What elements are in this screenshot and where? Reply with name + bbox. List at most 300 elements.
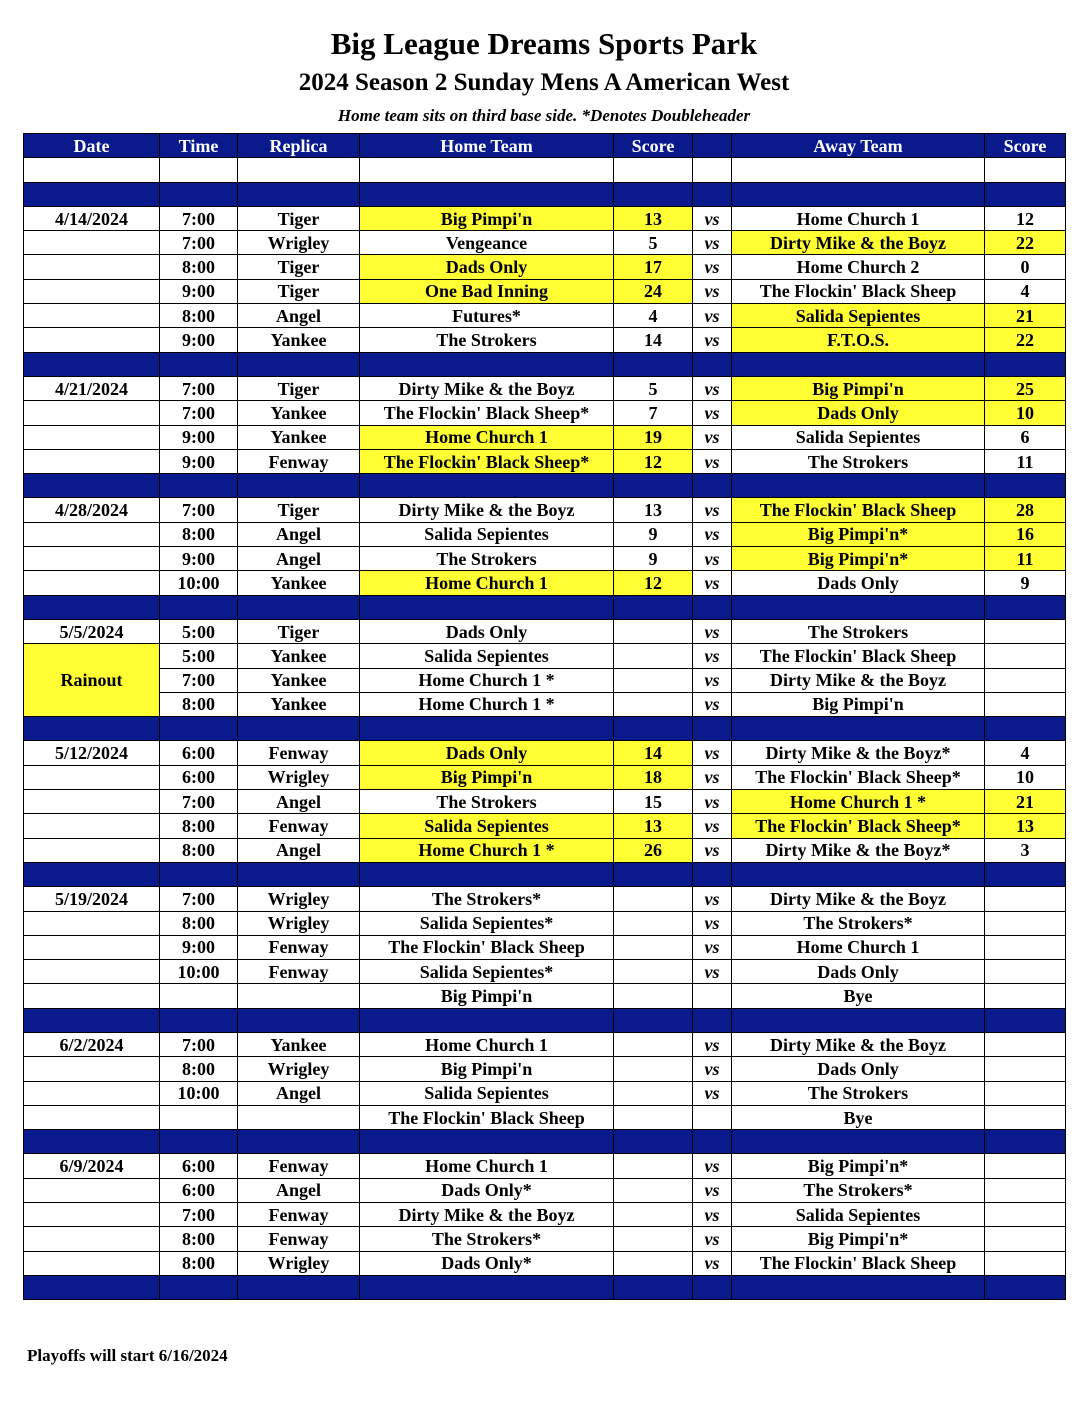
home-team-cell: The Flockin' Black Sheep	[360, 935, 614, 959]
game-result-row	[24, 814, 1066, 838]
time-cell: 7:00	[160, 206, 238, 230]
home-score-cell: 5	[614, 376, 693, 400]
empty-cell	[238, 158, 360, 182]
empty-cell	[732, 158, 985, 182]
schedule-table	[23, 133, 1066, 1300]
separator-cell	[693, 862, 732, 886]
home-team-cell: Home Church 1	[360, 1032, 614, 1056]
home-score-cell	[614, 1032, 693, 1056]
game-result-row	[24, 741, 1066, 765]
home-score-cell: 12	[614, 449, 693, 473]
away-score-cell	[985, 692, 1066, 716]
date-cell	[24, 1203, 160, 1227]
separator-cell	[360, 352, 614, 376]
away-team-cell: Home Church 2	[732, 255, 985, 279]
replica-cell: Wrigley	[238, 911, 360, 935]
home-team-cell: The Flockin' Black Sheep*	[360, 401, 614, 425]
time-cell: 8:00	[160, 522, 238, 546]
week-separator-row	[24, 717, 1066, 741]
date-cell	[24, 1081, 160, 1105]
separator-cell	[693, 182, 732, 206]
separator-cell	[24, 717, 160, 741]
separator-cell	[985, 182, 1066, 206]
separator-cell	[614, 474, 693, 498]
date-cell	[24, 935, 160, 959]
home-team-cell: Salida Sepientes	[360, 522, 614, 546]
time-cell: 8:00	[160, 1057, 238, 1081]
separator-cell	[985, 1008, 1066, 1032]
separator-cell	[24, 352, 160, 376]
time-cell: 7:00	[160, 401, 238, 425]
time-cell: 8:00	[160, 304, 238, 328]
vs-cell: vs	[693, 668, 732, 692]
away-team-cell: Dads Only	[732, 571, 985, 595]
home-team-cell: Home Church 1 *	[360, 668, 614, 692]
away-team-cell: Salida Sepientes	[732, 304, 985, 328]
date-cell	[24, 765, 160, 789]
time-cell: 8:00	[160, 814, 238, 838]
separator-cell	[24, 595, 160, 619]
away-team-cell: Dads Only	[732, 1057, 985, 1081]
separator-cell	[238, 862, 360, 886]
home-score-cell: 5	[614, 231, 693, 255]
home-score-cell	[614, 619, 693, 643]
replica-cell: Wrigley	[238, 887, 360, 911]
home-score-cell	[614, 1154, 693, 1178]
separator-cell	[160, 595, 238, 619]
away-score-cell	[985, 887, 1066, 911]
replica-cell	[238, 1105, 360, 1129]
separator-cell	[360, 1008, 614, 1032]
separator-cell	[160, 1130, 238, 1154]
footer-note: Playoffs will start 6/16/2024	[27, 1346, 228, 1365]
away-score-cell: 25	[985, 376, 1066, 400]
time-cell: 6:00	[160, 765, 238, 789]
week-separator-row	[24, 862, 1066, 886]
vs-cell: vs	[693, 911, 732, 935]
time-cell: 9:00	[160, 449, 238, 473]
separator-cell	[732, 182, 985, 206]
date-cell	[24, 838, 160, 862]
vs-cell: vs	[693, 1203, 732, 1227]
vs-cell: vs	[693, 1251, 732, 1275]
home-score-cell	[614, 1203, 693, 1227]
home-team-cell: Big Pimpi'n	[360, 984, 614, 1008]
time-cell: 8:00	[160, 1251, 238, 1275]
home-team-cell: The Flockin' Black Sheep*	[360, 449, 614, 473]
date-cell: 6/9/2024	[24, 1154, 160, 1178]
home-team-cell: The Strokers	[360, 790, 614, 814]
scheduled-game-row	[24, 887, 1066, 911]
replica-cell: Angel	[238, 522, 360, 546]
separator-cell	[985, 862, 1066, 886]
date-cell: 4/28/2024	[24, 498, 160, 522]
separator-cell	[24, 1008, 160, 1032]
vs-cell: vs	[693, 960, 732, 984]
away-team-cell: Salida Sepientes	[732, 425, 985, 449]
week-separator-row	[24, 1275, 1066, 1299]
away-team-cell: The Strokers	[732, 1081, 985, 1105]
replica-cell: Fenway	[238, 449, 360, 473]
time-cell: 10:00	[160, 960, 238, 984]
away-team-cell: Dirty Mike & the Boyz	[732, 887, 985, 911]
separator-cell	[24, 474, 160, 498]
vs-cell: vs	[693, 887, 732, 911]
separator-cell	[614, 1275, 693, 1299]
date-cell	[24, 1105, 160, 1129]
home-team-cell: Salida Sepientes*	[360, 911, 614, 935]
home-team-cell: One Bad Inning	[360, 279, 614, 303]
replica-cell: Tiger	[238, 279, 360, 303]
vs-cell: vs	[693, 814, 732, 838]
home-score-cell: 13	[614, 814, 693, 838]
replica-cell: Tiger	[238, 376, 360, 400]
time-cell: 9:00	[160, 425, 238, 449]
replica-cell: Tiger	[238, 498, 360, 522]
away-score-cell	[985, 984, 1066, 1008]
replica-cell: Tiger	[238, 619, 360, 643]
replica-cell	[238, 984, 360, 1008]
vs-cell: vs	[693, 255, 732, 279]
separator-cell	[160, 182, 238, 206]
away-score-cell: 4	[985, 741, 1066, 765]
time-cell: 7:00	[160, 887, 238, 911]
game-result-row	[24, 304, 1066, 328]
away-team-cell: Dads Only	[732, 960, 985, 984]
away-score-cell: 28	[985, 498, 1066, 522]
scheduled-game-row	[24, 1154, 1066, 1178]
separator-cell	[732, 1008, 985, 1032]
away-team-cell: Home Church 1	[732, 935, 985, 959]
home-team-cell: Home Church 1 *	[360, 838, 614, 862]
home-team-cell: Salida Sepientes*	[360, 960, 614, 984]
time-cell: 7:00	[160, 231, 238, 255]
home-score-cell: 12	[614, 571, 693, 595]
home-score-cell	[614, 1057, 693, 1081]
time-cell: 7:00	[160, 1203, 238, 1227]
away-team-cell: F.T.O.S.	[732, 328, 985, 352]
col-header-home-team: Home Team	[360, 134, 614, 158]
away-score-cell: 21	[985, 304, 1066, 328]
game-result-row	[24, 376, 1066, 400]
replica-cell: Fenway	[238, 960, 360, 984]
separator-cell	[614, 1008, 693, 1032]
empty-cell	[985, 158, 1066, 182]
home-score-cell	[614, 644, 693, 668]
separator-cell	[614, 717, 693, 741]
date-cell	[24, 1178, 160, 1202]
time-cell: 9:00	[160, 547, 238, 571]
replica-cell: Angel	[238, 547, 360, 571]
home-team-cell: Dads Only	[360, 255, 614, 279]
col-header-time: Time	[160, 134, 238, 158]
week-separator-row	[24, 474, 1066, 498]
date-cell	[24, 401, 160, 425]
home-team-cell: Salida Sepientes	[360, 814, 614, 838]
date-cell	[24, 911, 160, 935]
col-header-away-score: Score	[985, 134, 1066, 158]
vs-cell: vs	[693, 449, 732, 473]
home-score-cell: 4	[614, 304, 693, 328]
scheduled-game-row	[24, 960, 1066, 984]
separator-cell	[985, 717, 1066, 741]
home-score-cell	[614, 1105, 693, 1129]
separator-cell	[160, 1275, 238, 1299]
away-score-cell	[985, 1032, 1066, 1056]
game-result-row	[24, 425, 1066, 449]
away-team-cell: Big Pimpi'n*	[732, 1227, 985, 1251]
away-team-cell: The Flockin' Black Sheep	[732, 644, 985, 668]
week-separator-row	[24, 595, 1066, 619]
away-score-cell: 13	[985, 814, 1066, 838]
scheduled-game-row	[24, 1251, 1066, 1275]
game-result-row	[24, 498, 1066, 522]
vs-cell: vs	[693, 522, 732, 546]
date-cell	[24, 279, 160, 303]
replica-cell: Yankee	[238, 644, 360, 668]
vs-cell: vs	[693, 1154, 732, 1178]
separator-cell	[614, 1130, 693, 1154]
time-cell: 8:00	[160, 838, 238, 862]
time-cell: 5:00	[160, 644, 238, 668]
home-team-cell: Dirty Mike & the Boyz	[360, 1203, 614, 1227]
game-result-row	[24, 838, 1066, 862]
date-cell: 4/21/2024	[24, 376, 160, 400]
replica-cell: Angel	[238, 838, 360, 862]
home-score-cell: 9	[614, 547, 693, 571]
separator-cell	[360, 595, 614, 619]
vs-cell	[693, 984, 732, 1008]
vs-cell: vs	[693, 498, 732, 522]
time-cell: 10:00	[160, 571, 238, 595]
game-result-row	[24, 231, 1066, 255]
scheduled-game-row	[24, 692, 1066, 716]
empty-cell	[24, 158, 160, 182]
date-cell	[24, 231, 160, 255]
scheduled-game-row	[24, 1032, 1066, 1056]
home-score-cell: 9	[614, 522, 693, 546]
vs-cell: vs	[693, 1227, 732, 1251]
replica-cell: Yankee	[238, 571, 360, 595]
vs-cell: vs	[693, 376, 732, 400]
date-cell: 5/5/2024	[24, 619, 160, 643]
separator-cell	[238, 1130, 360, 1154]
separator-cell	[732, 717, 985, 741]
separator-cell	[693, 717, 732, 741]
vs-cell: vs	[693, 231, 732, 255]
table-header-row	[24, 134, 1066, 158]
separator-cell	[985, 1275, 1066, 1299]
scheduled-game-row	[24, 984, 1066, 1008]
game-result-row	[24, 522, 1066, 546]
time-cell: 6:00	[160, 1178, 238, 1202]
week-separator-row	[24, 352, 1066, 376]
date-cell	[24, 328, 160, 352]
scheduled-game-row	[24, 619, 1066, 643]
time-cell: 9:00	[160, 935, 238, 959]
vs-cell: vs	[693, 425, 732, 449]
away-team-cell: Home Church 1 *	[732, 790, 985, 814]
away-score-cell	[985, 644, 1066, 668]
away-score-cell: 11	[985, 449, 1066, 473]
away-team-cell: The Strokers*	[732, 911, 985, 935]
home-team-cell: Home Church 1 *	[360, 692, 614, 716]
away-score-cell	[985, 1227, 1066, 1251]
replica-cell: Wrigley	[238, 231, 360, 255]
home-team-cell: Dads Only*	[360, 1251, 614, 1275]
home-score-cell: 14	[614, 328, 693, 352]
separator-cell	[24, 1130, 160, 1154]
separator-cell	[238, 474, 360, 498]
vs-cell: vs	[693, 790, 732, 814]
away-score-cell	[985, 1154, 1066, 1178]
separator-cell	[238, 717, 360, 741]
replica-cell: Tiger	[238, 255, 360, 279]
date-cell	[24, 425, 160, 449]
game-result-row	[24, 279, 1066, 303]
away-team-cell: Dirty Mike & the Boyz*	[732, 838, 985, 862]
vs-cell: vs	[693, 619, 732, 643]
away-team-cell: The Flockin' Black Sheep	[732, 1251, 985, 1275]
away-score-cell	[985, 619, 1066, 643]
away-team-cell: Dads Only	[732, 401, 985, 425]
away-score-cell: 12	[985, 206, 1066, 230]
home-team-cell: Futures*	[360, 304, 614, 328]
away-score-cell: 9	[985, 571, 1066, 595]
separator-cell	[360, 1130, 614, 1154]
vs-cell: vs	[693, 279, 732, 303]
separator-cell	[360, 1275, 614, 1299]
date-cell	[24, 984, 160, 1008]
date-cell	[24, 814, 160, 838]
separator-cell	[732, 1130, 985, 1154]
away-team-cell: Home Church 1	[732, 206, 985, 230]
separator-cell	[732, 595, 985, 619]
home-score-cell	[614, 911, 693, 935]
vs-cell: vs	[693, 571, 732, 595]
home-team-cell: Dads Only	[360, 619, 614, 643]
game-result-row	[24, 328, 1066, 352]
home-score-cell: 26	[614, 838, 693, 862]
away-score-cell: 21	[985, 790, 1066, 814]
replica-cell: Fenway	[238, 1203, 360, 1227]
away-team-cell: Big Pimpi'n	[732, 376, 985, 400]
date-cell: 4/14/2024	[24, 206, 160, 230]
separator-cell	[160, 1008, 238, 1032]
away-team-cell: The Strokers	[732, 619, 985, 643]
away-score-cell: 11	[985, 547, 1066, 571]
scheduled-game-row	[24, 1105, 1066, 1129]
time-cell	[160, 1105, 238, 1129]
home-score-cell: 7	[614, 401, 693, 425]
replica-cell: Yankee	[238, 401, 360, 425]
col-header-vs	[693, 134, 732, 158]
away-team-cell: Big Pimpi'n*	[732, 1154, 985, 1178]
away-team-cell: The Flockin' Black Sheep*	[732, 765, 985, 789]
home-team-cell: Big Pimpi'n	[360, 1057, 614, 1081]
replica-cell: Yankee	[238, 668, 360, 692]
away-team-cell: Bye	[732, 984, 985, 1008]
scheduled-game-row	[24, 1081, 1066, 1105]
page-note: Home team sits on third base side. *Denotes Doubleheader	[337, 106, 751, 125]
away-score-cell	[985, 935, 1066, 959]
separator-cell	[614, 595, 693, 619]
time-cell: 5:00	[160, 619, 238, 643]
separator-cell	[360, 182, 614, 206]
replica-cell: Tiger	[238, 206, 360, 230]
home-team-cell: Dads Only*	[360, 1178, 614, 1202]
separator-cell	[24, 1275, 160, 1299]
home-team-cell: Dirty Mike & the Boyz	[360, 498, 614, 522]
vs-cell: vs	[693, 304, 732, 328]
vs-cell: vs	[693, 935, 732, 959]
separator-cell	[693, 595, 732, 619]
home-team-cell: Home Church 1	[360, 425, 614, 449]
home-score-cell	[614, 887, 693, 911]
week-separator-row	[24, 1130, 1066, 1154]
away-score-cell	[985, 960, 1066, 984]
time-cell: 8:00	[160, 255, 238, 279]
date-cell	[24, 304, 160, 328]
replica-cell: Angel	[238, 304, 360, 328]
date-cell	[24, 547, 160, 571]
home-team-cell: The Strokers*	[360, 1227, 614, 1251]
time-cell: 7:00	[160, 498, 238, 522]
separator-cell	[614, 862, 693, 886]
separator-cell	[693, 474, 732, 498]
away-team-cell: The Flockin' Black Sheep	[732, 498, 985, 522]
away-team-cell: Salida Sepientes	[732, 1203, 985, 1227]
away-score-cell: 10	[985, 765, 1066, 789]
time-cell	[160, 984, 238, 1008]
separator-cell	[693, 1008, 732, 1032]
home-score-cell	[614, 1227, 693, 1251]
empty-cell	[160, 158, 238, 182]
away-score-cell: 3	[985, 838, 1066, 862]
separator-cell	[732, 352, 985, 376]
time-cell: 7:00	[160, 376, 238, 400]
week-separator-row	[24, 182, 1066, 206]
home-team-cell: Home Church 1	[360, 571, 614, 595]
empty-cell	[693, 158, 732, 182]
home-team-cell: The Strokers*	[360, 887, 614, 911]
scheduled-game-row	[24, 1227, 1066, 1251]
replica-cell: Angel	[238, 1081, 360, 1105]
replica-cell: Wrigley	[238, 765, 360, 789]
empty-cell	[614, 158, 693, 182]
date-cell	[24, 522, 160, 546]
date-cell	[24, 571, 160, 595]
vs-cell: vs	[693, 328, 732, 352]
home-score-cell	[614, 668, 693, 692]
home-team-cell: The Strokers	[360, 547, 614, 571]
vs-cell: vs	[693, 1178, 732, 1202]
away-score-cell: 16	[985, 522, 1066, 546]
vs-cell: vs	[693, 838, 732, 862]
home-team-cell: Dirty Mike & the Boyz	[360, 376, 614, 400]
separator-cell	[160, 352, 238, 376]
away-team-cell: Big Pimpi'n*	[732, 522, 985, 546]
time-cell: 8:00	[160, 692, 238, 716]
away-score-cell	[985, 1057, 1066, 1081]
game-result-row	[24, 401, 1066, 425]
col-header-home-score: Score	[614, 134, 693, 158]
separator-cell	[614, 182, 693, 206]
away-score-cell	[985, 1251, 1066, 1275]
away-score-cell	[985, 1203, 1066, 1227]
scheduled-game-row	[24, 911, 1066, 935]
home-score-cell: 15	[614, 790, 693, 814]
